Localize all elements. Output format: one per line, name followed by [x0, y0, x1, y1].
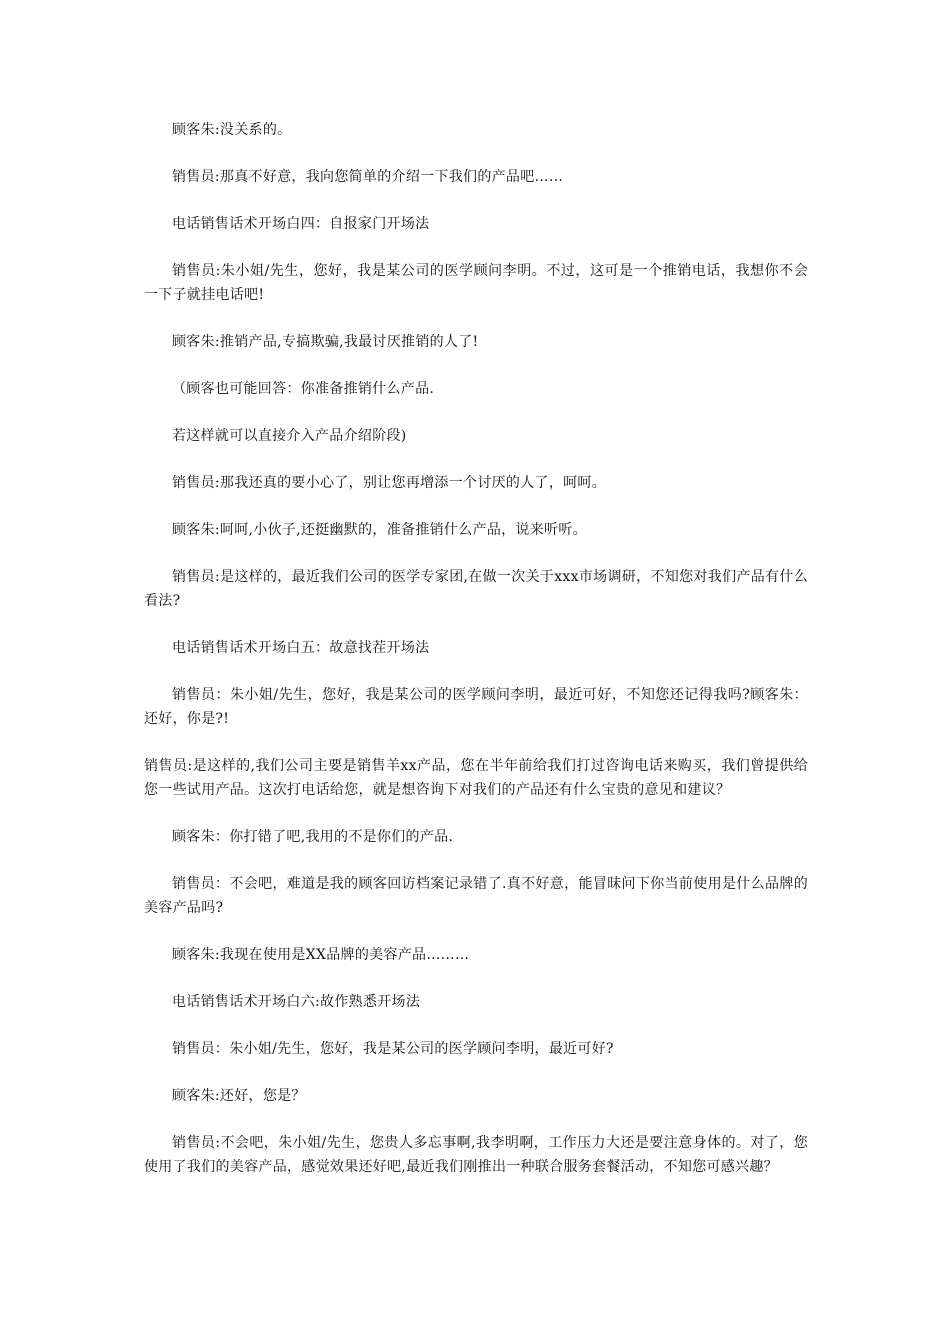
paragraph-19: 顾客朱:还好，您是？: [172, 1088, 306, 1104]
paragraph-1: 顾客朱:没关系的。: [172, 122, 292, 138]
document-body: [144, 118, 808, 1202]
paragraph-7: 若这样就可以直接介入产品介绍阶段): [172, 428, 407, 444]
paragraph-6: （顾客也可能回答：你准备推销什么产品.: [172, 381, 435, 397]
section-heading-5: 电话销售话术开场白五：故意找茬开场法: [172, 640, 430, 656]
paragraph-5: 顾客朱:推销产品,专搞欺骗,我最讨厌推销的人了!: [172, 334, 479, 350]
paragraph-2: 销售员:那真不好意，我向您简单的介绍一下我们的产品吧……: [172, 169, 564, 185]
paragraph-8: 销售员:那我还真的要小心了，别让您再增添一个讨厌的人了，呵呵。: [172, 475, 607, 491]
paragraph-4: 销售员:朱小姐/先生，您好，我是某公司的医学顾问李明。不过，这可是一个推销电话，我想你不会一下子就挂电话吧!: [144, 263, 808, 303]
paragraph-9: 顾客朱:呵呵,小伙子,还挺幽默的，准备推销什么产品，说来听听。: [172, 522, 587, 538]
paragraph-14: 顾客朱：你打错了吧,我用的不是你们的产品.: [172, 829, 454, 845]
paragraph-12: 销售员：朱小姐/先生，您好，我是某公司的医学顾问李明，最近可好，不知您还记得我吗?顾客朱：还好，你是?!: [144, 687, 808, 727]
section-heading-4: 电话销售话术开场白四：自报家门开场法: [172, 216, 430, 232]
paragraph-15: 销售员：不会吧，难道是我的顾客回访档案记录错了.真不好意，能冒昧问下你当前使用是什么品牌的美容产品吗?: [144, 876, 808, 916]
section-heading-6: 电话销售话术开场白六:故作熟悉开场法: [172, 994, 421, 1010]
paragraph-13: 销售员:是这样的,我们公司主要是销售羊xx产品，您在半年前给我们打过咨询电话来购买，我们曾提供给您一些试用产品。这次打电话给您，就是想咨询下对我们的产品还有什么宝贵的意见和建议？: [144, 758, 808, 798]
paragraph-20: 销售员:不会吧，朱小姐/先生，您贵人多忘事啊,我李明啊，工作压力大还是要注意身体的。对了，您使用了我们的美容产品，感觉效果还好吧,最近我们刚推出一种联合服务套餐活动，不知您可感兴趣？: [144, 1135, 808, 1175]
paragraph-16: 顾客朱:我现在使用是XX品牌的美容产品………: [172, 947, 470, 963]
paragraph-10: 销售员:是这样的，最近我们公司的医学专家团,在做一次关于xxx市场调研，不知您对我们产品有什么看法?: [144, 569, 808, 609]
paragraph-18: 销售员：朱小姐/先生，您好，我是某公司的医学顾问李明，最近可好?: [172, 1041, 614, 1057]
